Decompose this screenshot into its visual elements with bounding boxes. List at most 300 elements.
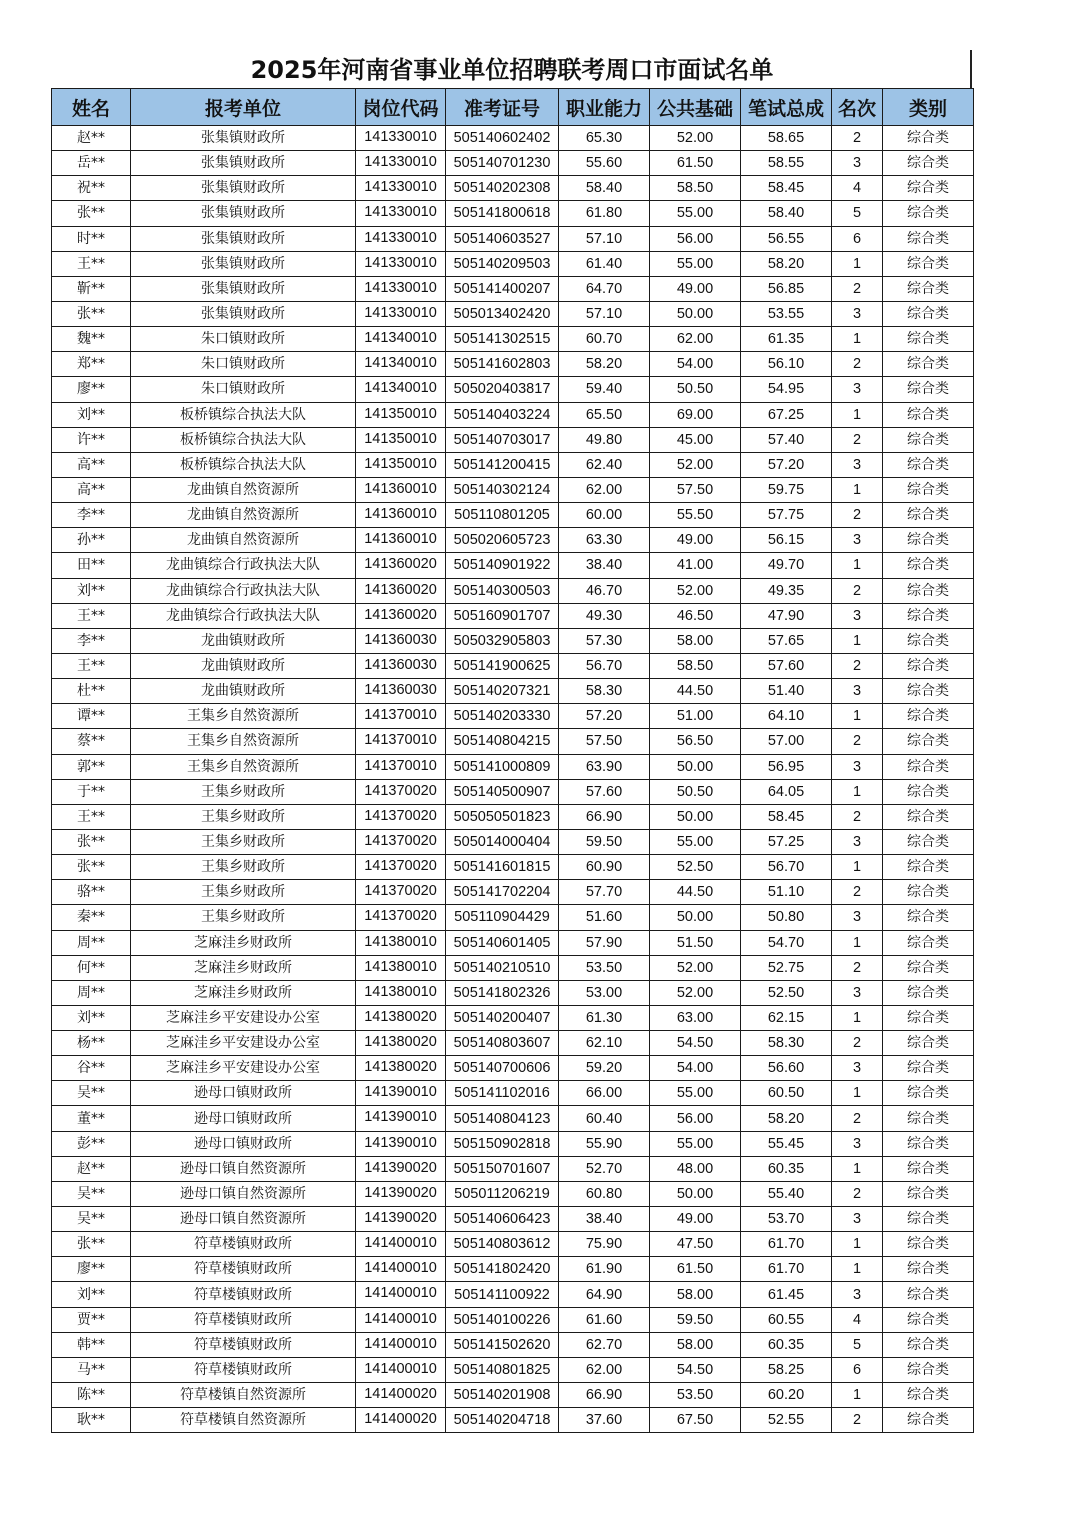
cell-post-code: 141370020 bbox=[356, 905, 446, 930]
cell-vocational-ability: 61.60 bbox=[559, 1307, 650, 1332]
cell-exam-number: 505141200415 bbox=[446, 452, 559, 477]
cell-post-code: 141400010 bbox=[356, 1332, 446, 1357]
cell-category: 综合类 bbox=[883, 528, 974, 553]
cell-vocational-ability: 65.30 bbox=[559, 126, 650, 151]
table-row bbox=[52, 276, 974, 301]
cell-exam-number: 505011206219 bbox=[446, 1181, 559, 1206]
cell-post-code: 141370020 bbox=[356, 880, 446, 905]
cell-vocational-ability: 63.90 bbox=[559, 754, 650, 779]
cell-post-code: 141330010 bbox=[356, 276, 446, 301]
cell-unit: 逊母口镇财政所 bbox=[131, 1131, 356, 1156]
header-category: 类别 bbox=[883, 89, 974, 126]
cell-exam-number: 505140500907 bbox=[446, 779, 559, 804]
cell-category: 综合类 bbox=[883, 477, 974, 502]
cell-exam-number: 505140300503 bbox=[446, 578, 559, 603]
cell-name: 许** bbox=[52, 427, 131, 452]
cell-vocational-ability: 53.50 bbox=[559, 955, 650, 980]
cell-category: 综合类 bbox=[883, 930, 974, 955]
cell-post-code: 141360030 bbox=[356, 628, 446, 653]
cell-name: 张** bbox=[52, 301, 131, 326]
cell-public-basics: 48.00 bbox=[650, 1156, 741, 1181]
cell-category: 综合类 bbox=[883, 1408, 974, 1433]
cell-post-code: 141380010 bbox=[356, 980, 446, 1005]
cell-rank: 1 bbox=[832, 855, 883, 880]
cell-written-total: 57.60 bbox=[741, 653, 832, 678]
cell-unit: 龙曲镇综合行政执法大队 bbox=[131, 578, 356, 603]
cell-post-code: 141330010 bbox=[356, 176, 446, 201]
cell-vocational-ability: 62.40 bbox=[559, 452, 650, 477]
cell-rank: 1 bbox=[832, 1232, 883, 1257]
cell-category: 综合类 bbox=[883, 679, 974, 704]
table-row bbox=[52, 1383, 974, 1408]
cell-public-basics: 54.50 bbox=[650, 1357, 741, 1382]
cell-public-basics: 58.00 bbox=[650, 628, 741, 653]
cell-public-basics: 52.00 bbox=[650, 126, 741, 151]
cell-public-basics: 55.00 bbox=[650, 1131, 741, 1156]
cell-public-basics: 49.00 bbox=[650, 1207, 741, 1232]
cell-rank: 2 bbox=[832, 880, 883, 905]
cell-rank: 3 bbox=[832, 905, 883, 930]
cell-written-total: 60.55 bbox=[741, 1307, 832, 1332]
cell-name: 谷** bbox=[52, 1056, 131, 1081]
cell-category: 综合类 bbox=[883, 1383, 974, 1408]
cell-name: 何** bbox=[52, 955, 131, 980]
cell-public-basics: 55.00 bbox=[650, 251, 741, 276]
cell-rank: 1 bbox=[832, 779, 883, 804]
cell-exam-number: 505140603527 bbox=[446, 226, 559, 251]
cell-post-code: 141330010 bbox=[356, 201, 446, 226]
cell-vocational-ability: 60.90 bbox=[559, 855, 650, 880]
cell-name: 刘** bbox=[52, 1282, 131, 1307]
cell-exam-number: 505141802420 bbox=[446, 1257, 559, 1282]
cell-rank: 2 bbox=[832, 955, 883, 980]
cell-unit: 王集乡财政所 bbox=[131, 905, 356, 930]
cell-post-code: 141380020 bbox=[356, 1031, 446, 1056]
cell-vocational-ability: 59.20 bbox=[559, 1056, 650, 1081]
cell-public-basics: 50.00 bbox=[650, 804, 741, 829]
cell-category: 综合类 bbox=[883, 1232, 974, 1257]
cell-post-code: 141370020 bbox=[356, 804, 446, 829]
cell-exam-number: 505141302515 bbox=[446, 327, 559, 352]
cell-public-basics: 69.00 bbox=[650, 402, 741, 427]
cell-unit: 张集镇财政所 bbox=[131, 201, 356, 226]
cell-written-total: 61.70 bbox=[741, 1232, 832, 1257]
cell-post-code: 141330010 bbox=[356, 251, 446, 276]
cell-category: 综合类 bbox=[883, 452, 974, 477]
table-row bbox=[52, 704, 974, 729]
cell-post-code: 141360020 bbox=[356, 578, 446, 603]
cell-category: 综合类 bbox=[883, 729, 974, 754]
cell-rank: 3 bbox=[832, 1056, 883, 1081]
cell-exam-number: 505141400207 bbox=[446, 276, 559, 301]
cell-name: 周** bbox=[52, 980, 131, 1005]
cell-written-total: 62.15 bbox=[741, 1005, 832, 1030]
cell-post-code: 141380020 bbox=[356, 1005, 446, 1030]
cell-exam-number: 505141602803 bbox=[446, 352, 559, 377]
cell-public-basics: 56.50 bbox=[650, 729, 741, 754]
cell-post-code: 141360010 bbox=[356, 528, 446, 553]
cell-post-code: 141350010 bbox=[356, 452, 446, 477]
cell-category: 综合类 bbox=[883, 1081, 974, 1106]
interview-list-table bbox=[51, 88, 974, 1433]
cell-name: 张** bbox=[52, 829, 131, 854]
cell-vocational-ability: 46.70 bbox=[559, 578, 650, 603]
cell-post-code: 141400010 bbox=[356, 1257, 446, 1282]
page-title: 2025年河南省事业单位招聘联考周口市面试名单 bbox=[250, 56, 774, 84]
cell-rank: 3 bbox=[832, 603, 883, 628]
cell-written-total: 54.70 bbox=[741, 930, 832, 955]
cell-rank: 3 bbox=[832, 528, 883, 553]
cell-rank: 5 bbox=[832, 201, 883, 226]
cell-rank: 1 bbox=[832, 1081, 883, 1106]
cell-written-total: 57.65 bbox=[741, 628, 832, 653]
cell-unit: 王集乡财政所 bbox=[131, 855, 356, 880]
cell-written-total: 56.70 bbox=[741, 855, 832, 880]
cell-rank: 6 bbox=[832, 1357, 883, 1382]
table-row bbox=[52, 528, 974, 553]
cell-unit: 朱口镇财政所 bbox=[131, 327, 356, 352]
cell-post-code: 141400010 bbox=[356, 1232, 446, 1257]
cell-category: 综合类 bbox=[883, 427, 974, 452]
cell-rank: 2 bbox=[832, 276, 883, 301]
cell-written-total: 61.70 bbox=[741, 1257, 832, 1282]
table-row bbox=[52, 1332, 974, 1357]
cell-exam-number: 505050501823 bbox=[446, 804, 559, 829]
cell-vocational-ability: 60.40 bbox=[559, 1106, 650, 1131]
cell-rank: 3 bbox=[832, 1282, 883, 1307]
cell-vocational-ability: 66.90 bbox=[559, 804, 650, 829]
cell-rank: 1 bbox=[832, 251, 883, 276]
cell-post-code: 141360030 bbox=[356, 679, 446, 704]
cell-exam-number: 505160901707 bbox=[446, 603, 559, 628]
cell-category: 综合类 bbox=[883, 880, 974, 905]
cell-written-total: 53.70 bbox=[741, 1207, 832, 1232]
cell-rank: 2 bbox=[832, 1181, 883, 1206]
cell-public-basics: 47.50 bbox=[650, 1232, 741, 1257]
cell-written-total: 49.70 bbox=[741, 553, 832, 578]
cell-public-basics: 55.00 bbox=[650, 829, 741, 854]
cell-rank: 1 bbox=[832, 402, 883, 427]
cell-unit: 龙曲镇自然资源所 bbox=[131, 477, 356, 502]
header-exam-number: 准考证号 bbox=[446, 89, 559, 126]
cell-unit: 张集镇财政所 bbox=[131, 301, 356, 326]
cell-unit: 符草楼镇财政所 bbox=[131, 1232, 356, 1257]
cell-exam-number: 505014000404 bbox=[446, 829, 559, 854]
cell-unit: 王集乡自然资源所 bbox=[131, 729, 356, 754]
cell-name: 蔡** bbox=[52, 729, 131, 754]
cell-unit: 王集乡财政所 bbox=[131, 779, 356, 804]
cell-exam-number: 505141702204 bbox=[446, 880, 559, 905]
table-row bbox=[52, 1282, 974, 1307]
cell-post-code: 141390010 bbox=[356, 1131, 446, 1156]
cell-written-total: 58.40 bbox=[741, 201, 832, 226]
cell-category: 综合类 bbox=[883, 1156, 974, 1181]
header-post-code: 岗位代码 bbox=[356, 89, 446, 126]
cell-public-basics: 58.00 bbox=[650, 1332, 741, 1357]
cell-public-basics: 63.00 bbox=[650, 1005, 741, 1030]
cell-public-basics: 50.00 bbox=[650, 1181, 741, 1206]
cell-category: 综合类 bbox=[883, 1106, 974, 1131]
cell-rank: 4 bbox=[832, 176, 883, 201]
cell-public-basics: 67.50 bbox=[650, 1408, 741, 1433]
cell-unit: 龙曲镇综合行政执法大队 bbox=[131, 603, 356, 628]
cell-post-code: 141330010 bbox=[356, 151, 446, 176]
cell-name: 王** bbox=[52, 653, 131, 678]
cell-written-total: 53.55 bbox=[741, 301, 832, 326]
cell-category: 综合类 bbox=[883, 553, 974, 578]
table-row bbox=[52, 1081, 974, 1106]
cell-exam-number: 505141800618 bbox=[446, 201, 559, 226]
cell-vocational-ability: 60.80 bbox=[559, 1181, 650, 1206]
cell-public-basics: 50.00 bbox=[650, 905, 741, 930]
cell-written-total: 57.75 bbox=[741, 503, 832, 528]
cell-name: 赵** bbox=[52, 1156, 131, 1181]
table-row bbox=[52, 477, 974, 502]
cell-category: 综合类 bbox=[883, 176, 974, 201]
table-row bbox=[52, 980, 974, 1005]
cell-rank: 1 bbox=[832, 553, 883, 578]
cell-rank: 2 bbox=[832, 1106, 883, 1131]
table-row bbox=[52, 327, 974, 352]
cell-vocational-ability: 57.10 bbox=[559, 226, 650, 251]
cell-exam-number: 505140203330 bbox=[446, 704, 559, 729]
cell-exam-number: 505140803607 bbox=[446, 1031, 559, 1056]
cell-rank: 1 bbox=[832, 477, 883, 502]
cell-vocational-ability: 49.30 bbox=[559, 603, 650, 628]
cell-category: 综合类 bbox=[883, 829, 974, 854]
cell-vocational-ability: 62.70 bbox=[559, 1332, 650, 1357]
cell-unit: 王集乡财政所 bbox=[131, 829, 356, 854]
cell-category: 综合类 bbox=[883, 276, 974, 301]
cell-written-total: 64.10 bbox=[741, 704, 832, 729]
cell-public-basics: 55.00 bbox=[650, 1081, 741, 1106]
cell-name: 贾** bbox=[52, 1307, 131, 1332]
table-row bbox=[52, 880, 974, 905]
cell-unit: 板桥镇综合执法大队 bbox=[131, 402, 356, 427]
cell-name: 高** bbox=[52, 452, 131, 477]
cell-public-basics: 50.00 bbox=[650, 301, 741, 326]
cell-exam-number: 505141802326 bbox=[446, 980, 559, 1005]
cell-unit: 王集乡自然资源所 bbox=[131, 754, 356, 779]
cell-written-total: 52.50 bbox=[741, 980, 832, 1005]
cell-rank: 3 bbox=[832, 1131, 883, 1156]
cell-vocational-ability: 64.90 bbox=[559, 1282, 650, 1307]
cell-exam-number: 505140100226 bbox=[446, 1307, 559, 1332]
cell-name: 张** bbox=[52, 201, 131, 226]
cell-post-code: 141370020 bbox=[356, 829, 446, 854]
cell-name: 孙** bbox=[52, 528, 131, 553]
cell-category: 综合类 bbox=[883, 151, 974, 176]
cell-written-total: 52.75 bbox=[741, 955, 832, 980]
cell-post-code: 141360010 bbox=[356, 503, 446, 528]
cell-unit: 张集镇财政所 bbox=[131, 126, 356, 151]
cell-category: 综合类 bbox=[883, 955, 974, 980]
cell-vocational-ability: 57.60 bbox=[559, 779, 650, 804]
table-row bbox=[52, 1031, 974, 1056]
cell-vocational-ability: 55.60 bbox=[559, 151, 650, 176]
table-row bbox=[52, 955, 974, 980]
table-row bbox=[52, 1056, 974, 1081]
table-row bbox=[52, 301, 974, 326]
cell-name: 吴** bbox=[52, 1207, 131, 1232]
cell-public-basics: 49.00 bbox=[650, 528, 741, 553]
cell-name: 高** bbox=[52, 477, 131, 502]
cell-written-total: 54.95 bbox=[741, 377, 832, 402]
cell-unit: 张集镇财政所 bbox=[131, 176, 356, 201]
cell-unit: 符草楼镇自然资源所 bbox=[131, 1408, 356, 1433]
cell-written-total: 50.80 bbox=[741, 905, 832, 930]
cell-post-code: 141390010 bbox=[356, 1081, 446, 1106]
cell-public-basics: 54.50 bbox=[650, 1031, 741, 1056]
cell-vocational-ability: 62.00 bbox=[559, 1357, 650, 1382]
cell-rank: 1 bbox=[832, 1005, 883, 1030]
cell-written-total: 57.25 bbox=[741, 829, 832, 854]
cell-public-basics: 44.50 bbox=[650, 880, 741, 905]
cell-public-basics: 56.00 bbox=[650, 226, 741, 251]
cell-name: 张** bbox=[52, 855, 131, 880]
cell-exam-number: 505140201908 bbox=[446, 1383, 559, 1408]
header-unit: 报考单位 bbox=[131, 89, 356, 126]
cell-post-code: 141390020 bbox=[356, 1156, 446, 1181]
cell-category: 综合类 bbox=[883, 628, 974, 653]
cell-name: 刘** bbox=[52, 578, 131, 603]
cell-rank: 3 bbox=[832, 1207, 883, 1232]
cell-public-basics: 53.50 bbox=[650, 1383, 741, 1408]
cell-public-basics: 52.00 bbox=[650, 452, 741, 477]
cell-rank: 1 bbox=[832, 1257, 883, 1282]
cell-name: 耿** bbox=[52, 1408, 131, 1433]
cell-category: 综合类 bbox=[883, 126, 974, 151]
cell-public-basics: 58.50 bbox=[650, 653, 741, 678]
cell-vocational-ability: 57.90 bbox=[559, 930, 650, 955]
cell-post-code: 141360020 bbox=[356, 553, 446, 578]
cell-exam-number: 505140302124 bbox=[446, 477, 559, 502]
cell-written-total: 56.95 bbox=[741, 754, 832, 779]
cell-exam-number: 505140207321 bbox=[446, 679, 559, 704]
cell-rank: 4 bbox=[832, 1307, 883, 1332]
cell-name: 廖** bbox=[52, 1257, 131, 1282]
cell-rank: 2 bbox=[832, 578, 883, 603]
cell-name: 彭** bbox=[52, 1131, 131, 1156]
cell-exam-number: 505020403817 bbox=[446, 377, 559, 402]
cell-written-total: 57.40 bbox=[741, 427, 832, 452]
cell-unit: 芝麻洼乡财政所 bbox=[131, 955, 356, 980]
cell-post-code: 141350010 bbox=[356, 402, 446, 427]
cell-written-total: 61.45 bbox=[741, 1282, 832, 1307]
cell-rank: 1 bbox=[832, 628, 883, 653]
cell-public-basics: 50.50 bbox=[650, 377, 741, 402]
cell-unit: 龙曲镇自然资源所 bbox=[131, 503, 356, 528]
cell-vocational-ability: 61.90 bbox=[559, 1257, 650, 1282]
cell-exam-number: 505140200407 bbox=[446, 1005, 559, 1030]
table-row bbox=[52, 452, 974, 477]
table-row bbox=[52, 603, 974, 628]
cell-unit: 逊母口镇财政所 bbox=[131, 1106, 356, 1131]
cell-written-total: 56.15 bbox=[741, 528, 832, 553]
cell-unit: 符草楼镇财政所 bbox=[131, 1282, 356, 1307]
cell-exam-number: 505150902818 bbox=[446, 1131, 559, 1156]
cell-category: 综合类 bbox=[883, 1332, 974, 1357]
cell-vocational-ability: 75.90 bbox=[559, 1232, 650, 1257]
cell-written-total: 56.60 bbox=[741, 1056, 832, 1081]
cell-public-basics: 58.50 bbox=[650, 176, 741, 201]
cell-post-code: 141330010 bbox=[356, 126, 446, 151]
cell-category: 综合类 bbox=[883, 1257, 974, 1282]
cell-vocational-ability: 58.20 bbox=[559, 352, 650, 377]
cell-post-code: 141380010 bbox=[356, 955, 446, 980]
cell-unit: 张集镇财政所 bbox=[131, 226, 356, 251]
cell-public-basics: 56.00 bbox=[650, 1106, 741, 1131]
cell-written-total: 58.65 bbox=[741, 126, 832, 151]
cell-exam-number: 505140204718 bbox=[446, 1408, 559, 1433]
table-row bbox=[52, 829, 974, 854]
cell-name: 魏** bbox=[52, 327, 131, 352]
cell-written-total: 58.45 bbox=[741, 804, 832, 829]
table-row bbox=[52, 151, 974, 176]
cell-written-total: 60.35 bbox=[741, 1156, 832, 1181]
cell-category: 综合类 bbox=[883, 804, 974, 829]
cell-post-code: 141330010 bbox=[356, 301, 446, 326]
cell-written-total: 55.45 bbox=[741, 1131, 832, 1156]
cell-post-code: 141350010 bbox=[356, 427, 446, 452]
cell-unit: 龙曲镇综合行政执法大队 bbox=[131, 553, 356, 578]
cell-unit: 逊母口镇自然资源所 bbox=[131, 1181, 356, 1206]
cell-category: 综合类 bbox=[883, 578, 974, 603]
cell-post-code: 141400010 bbox=[356, 1307, 446, 1332]
cell-vocational-ability: 61.30 bbox=[559, 1005, 650, 1030]
table-row bbox=[52, 1232, 974, 1257]
cell-written-total: 58.45 bbox=[741, 176, 832, 201]
cell-category: 综合类 bbox=[883, 1207, 974, 1232]
cell-written-total: 58.20 bbox=[741, 251, 832, 276]
cell-category: 综合类 bbox=[883, 1031, 974, 1056]
cell-public-basics: 51.00 bbox=[650, 704, 741, 729]
cell-category: 综合类 bbox=[883, 301, 974, 326]
table-row bbox=[52, 402, 974, 427]
cell-vocational-ability: 52.70 bbox=[559, 1156, 650, 1181]
cell-public-basics: 44.50 bbox=[650, 679, 741, 704]
header-vocational-ability: 职业能力 bbox=[559, 89, 650, 126]
cell-exam-number: 505140601405 bbox=[446, 930, 559, 955]
cell-rank: 1 bbox=[832, 327, 883, 352]
cell-public-basics: 61.50 bbox=[650, 151, 741, 176]
cell-post-code: 141380010 bbox=[356, 930, 446, 955]
cell-vocational-ability: 37.60 bbox=[559, 1408, 650, 1433]
cell-post-code: 141340010 bbox=[356, 352, 446, 377]
table-row bbox=[52, 1181, 974, 1206]
cell-name: 李** bbox=[52, 628, 131, 653]
cell-category: 综合类 bbox=[883, 704, 974, 729]
cell-rank: 1 bbox=[832, 930, 883, 955]
cell-written-total: 58.55 bbox=[741, 151, 832, 176]
cell-unit: 王集乡财政所 bbox=[131, 804, 356, 829]
cell-exam-number: 505110801205 bbox=[446, 503, 559, 528]
cell-public-basics: 61.50 bbox=[650, 1257, 741, 1282]
table-row bbox=[52, 1131, 974, 1156]
cell-rank: 3 bbox=[832, 679, 883, 704]
cell-name: 岳** bbox=[52, 151, 131, 176]
table-row bbox=[52, 1408, 974, 1433]
cell-unit: 逊母口镇自然资源所 bbox=[131, 1207, 356, 1232]
cell-vocational-ability: 63.30 bbox=[559, 528, 650, 553]
cell-unit: 张集镇财政所 bbox=[131, 251, 356, 276]
cell-post-code: 141370010 bbox=[356, 729, 446, 754]
cell-public-basics: 55.00 bbox=[650, 201, 741, 226]
cell-rank: 3 bbox=[832, 980, 883, 1005]
cell-written-total: 55.40 bbox=[741, 1181, 832, 1206]
cell-written-total: 52.55 bbox=[741, 1408, 832, 1433]
cell-vocational-ability: 65.50 bbox=[559, 402, 650, 427]
